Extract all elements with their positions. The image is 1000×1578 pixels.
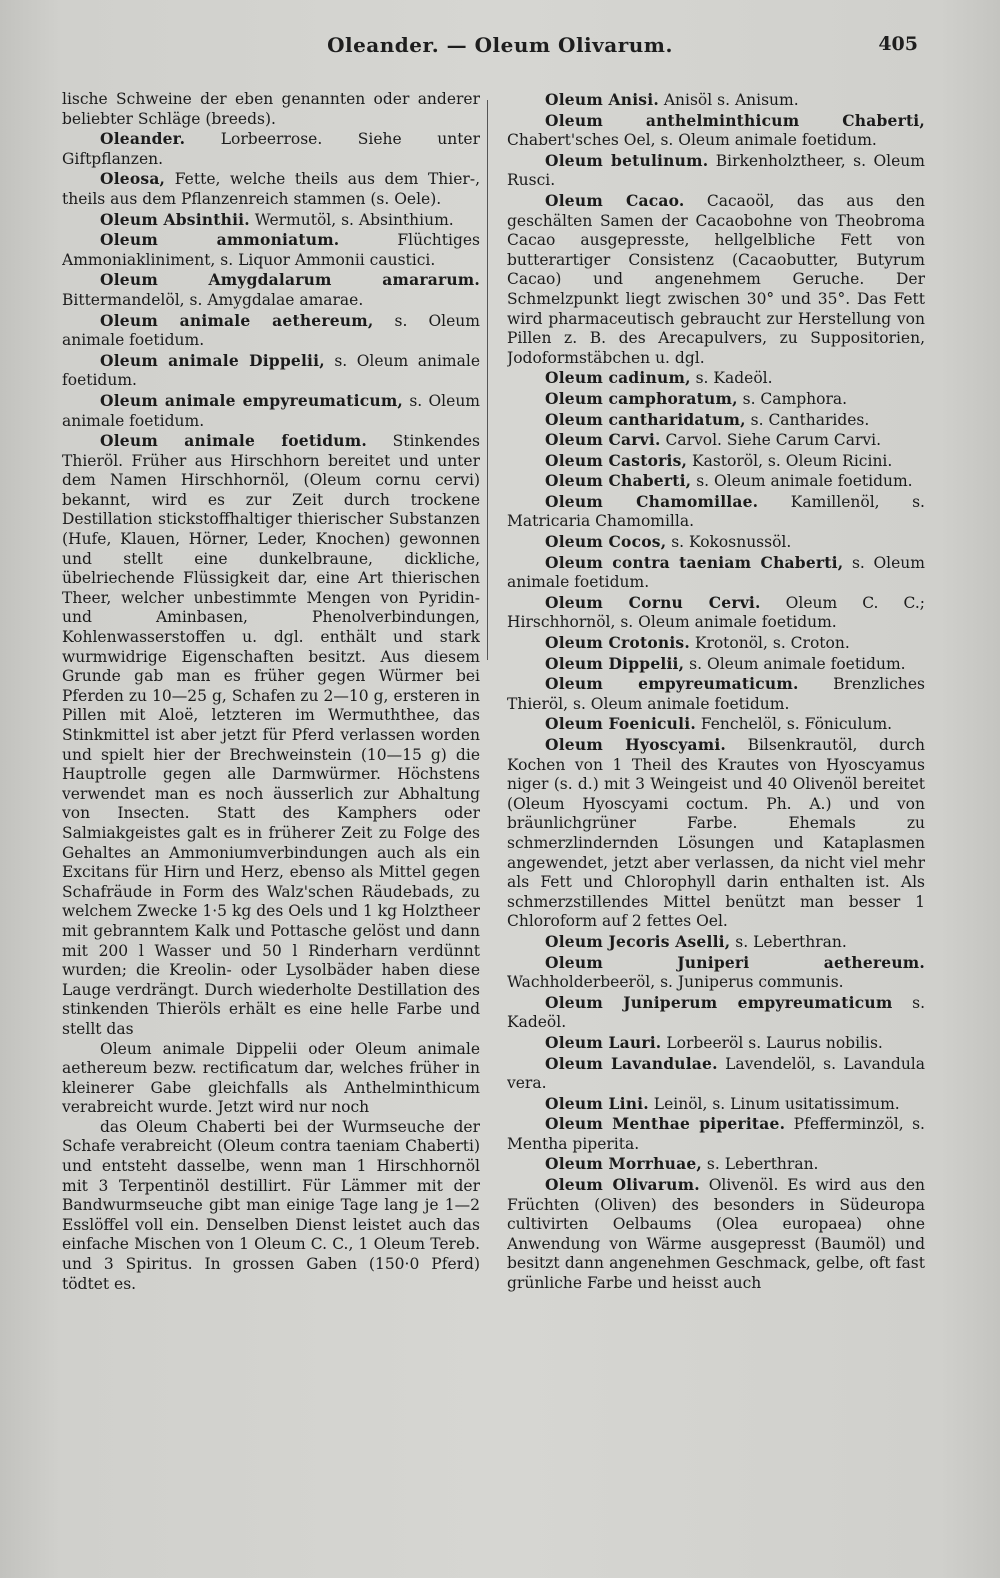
entry-headword: Oleum Crotonis. [545,633,690,653]
dictionary-entry [507,492,925,532]
entry-text: Leinöl, s. Linum usitatissimum. [648,1094,900,1113]
dictionary-entry [507,532,925,553]
entry-headword: Oleum Absinthii. [100,209,250,229]
dictionary-entry [507,993,925,1033]
entry-text: Fette, welche theils aus dem Thier-, theils aus dem Pflanzenreich stammen (s. Oele). [62,170,480,208]
dictionary-entry [507,1175,925,1294]
dictionary-entry [62,129,480,169]
dictionary-entry [62,311,480,351]
entry-text: s. Leberthran. [702,1155,819,1174]
entry-headword: Oleum animale foetidum. [100,431,367,451]
entry-headword: Oleander. [100,129,186,149]
dictionary-entry [507,953,925,993]
page-header [0,33,1000,63]
entry-headword: Oleum animale empyreumaticum, [100,390,404,410]
entry-text: s. Oleum animale foetidum. [62,391,480,430]
dictionary-entry [507,593,925,633]
entry-text: s. Kadeöl. [690,369,773,388]
dictionary-entry [507,111,925,151]
entry-text: Flüchtiges Ammoniakliniment, s. Liquor Ammonii caustici. [62,231,480,269]
entry-headword: Oleum Chaberti, [545,471,692,491]
entry-text: Cacaoöl, das aus den geschälten Samen der Cacaobohne von Theobroma Cacao ausgepresste, hellgelbliche Fett von butterartiger Consistenz (Cacaobutter, Butyrum Cacao) und angenehmem Geruche. Der Schmelzpunkt liegt zwischen 30° und 35°. Das Fett wird pharmaceutisch gebraucht zur Herstellung von Pillen z. B. des Arecapulvers, zu Suppositorien, Jodoformstäbchen u. dgl. [507,191,925,367]
entry-headword: Oleum Foeniculi. [545,714,696,734]
dictionary-entry [507,633,925,654]
dictionary-entry [507,654,925,675]
entry-text: Oleum C. C.; Hirschhornöl, s. Oleum animale foetidum. [507,593,925,632]
dictionary-entry [507,191,925,368]
entry-text: lische Schweine der eben genannten oder anderer beliebter Schläge (breeds). [62,90,480,128]
entry-text: s. Oleum animale foetidum. [691,472,913,491]
entry-text: Brenzliches Thieröl, s. Oleum animale foetidum. [507,675,925,713]
entry-text: das Oleum Chaberti bei der Wurmseuche der Schafe verabreicht (Oleum contra taeniam Chaberti) und entsteht dasselbe, wenn man 1 Hirschhornöl mit 3 Terpentinöl destillirt. Für Lämmer mit der Bandwurmseuche gibt man einige Tage lang je 1—2 Esslöffel voll ein. Denselben Dienst leistet auch das einfache Mischen von 1 Oleum C. C., 1 Oleum Tereb. und 3 Spiritus. In grossen Gaben (150·0 Pferd) tödtet es. [62,1117,480,1293]
entry-headword: Oleum Chamomillae. [545,491,759,511]
entry-text: s. Kadeöl. [507,993,925,1032]
entry-headword: Oleum Amygdalarum amararum. [100,270,480,290]
page-number: 405 [878,33,918,55]
entry-headword: Oleum Juniperum empyreumaticum [545,992,893,1012]
entry-text: s. Oleum animale foetidum. [62,351,480,390]
dictionary-entry [62,270,480,310]
entry-headword: Oleum Dippelii, [545,653,685,673]
dictionary-entry [507,1094,925,1115]
dictionary-entry [62,169,480,209]
entry-text: Kamillenöl, s. Matricaria Chamomilla. [507,492,925,531]
dictionary-entry [507,932,925,953]
entry-text: Wachholderbeeröl, s. Juniperus communis. [507,973,844,992]
dictionary-entry [507,1154,925,1175]
entry-headword: Oleum Menthae piperitae. [545,1114,786,1134]
dictionary-entry [507,410,925,431]
entry-text: Wermutöl, s. Absinthium. [249,210,454,229]
entry-text: Krotonöl, s. Croton. [689,634,850,653]
entry-headword: Oleum Cocos, [545,532,667,552]
entry-text: Bilsenkrautöl, durch Kochen von 1 Theil des Krautes von Hyoscyamus niger (s. d.) mit 3 Weingeist und 40 Olivenöl bereitet (Oleum Hyoscyami coctum. Ph. A.) und von bräunlichgrüner Farbe. Ehemals zu schmerzlindernden Lösungen und Kataplasmen angewendet, jetzt aber verlassen, da nicht viel mehr als Fett und Chlorophyll darin enthalten ist. Als schmerzstillendes Mittel benützt man besser 1 Chloroform auf 2 fettes Oel. [507,736,925,931]
entry-headword: Oleosa, [100,169,166,189]
entry-text: Fenchelöl, s. Föniculum. [695,715,893,734]
dictionary-entry [62,431,480,1039]
entry-headword: Oleum Morrhuae, [545,1154,702,1174]
entry-headword: Oleum Lini. [545,1093,649,1113]
entry-headword: Oleum Carvi. [545,430,661,450]
entry-text: s. Cantharides. [745,410,870,429]
entry-text: Pfefferminzöl, s. Mentha piperita. [507,1115,925,1153]
dictionary-entry [62,1040,480,1118]
entry-text: Lorbeeröl s. Laurus nobilis. [661,1033,883,1052]
entry-text: Birkenholztheer, s. Oleum Rusci. [507,151,925,190]
entry-headword: Oleum camphoratum, [545,388,738,408]
entry-text: Lavendelöl, s. Lavandula vera. [507,1054,925,1093]
dictionary-entry [62,1118,480,1294]
dictionary-entry [62,351,480,391]
entry-headword: Oleum cantharidatum, [545,409,746,429]
entry-headword: Oleum empyreumaticum. [545,674,799,694]
dictionary-entry [507,389,925,410]
dictionary-entry [507,90,925,111]
dictionary-entry [507,151,925,191]
dictionary-entry [507,1054,925,1094]
dictionary-entry [507,1114,925,1154]
dictionary-entry [507,714,925,735]
dictionary-entry [507,451,925,472]
entry-text: Anisöl s. Anisum. [658,91,799,109]
dictionary-entry [507,1033,925,1054]
right-column [507,90,925,1510]
entry-headword: Oleum Jecoris Aselli, [545,931,731,951]
dictionary-entry [62,391,480,431]
left-column [62,90,480,1510]
entry-headword: Oleum Lauri. [545,1032,662,1052]
dictionary-entry [507,430,925,451]
entry-text: s. Oleum animale foetidum. [507,553,925,592]
column-divider [487,100,488,660]
entry-headword: Oleum anthelminthicum Chaberti, [545,110,925,130]
entry-text: Kastoröl, s. Oleum Ricini. [687,451,893,470]
dictionary-entry [62,210,480,231]
entry-text: s. Leberthran. [730,932,847,951]
entry-text: s. Camphora. [737,389,848,408]
entry-headword: Oleum animale Dippelii, [100,350,325,370]
dictionary-entry [507,553,925,593]
entry-headword: Oleum Cacao. [545,190,685,210]
entry-headword: Oleum Cornu Cervi. [545,592,761,612]
running-head: Oleander. — Oleum Olivarum. [327,33,673,57]
dictionary-entry [62,90,480,129]
entry-text: Stinkendes Thieröl. Früher aus Hirschhorn bereitet und unter dem Namen Hirschhornöl, (Oleum cornu cervi) bekannt, wird es zur Zeit durch trockene Destillation stickstoffhaltiger thierischer Substanzen (Hufe, Klauen, Hörner, Leder, Knochen) gewonnen und stellt eine dunkelbraune, dickliche, übelriechende Flüssigkeit dar, eine Art thierischen Theer, welcher unbestimmte Mengen von Pyridin- und Aminbasen, Phenolverbindungen, Kohlenwasserstoffen u. dgl. enthält und stark wurmwidrige Eigenschaften besitzt. Aus diesem Grunde gab man es früher gegen Würmer bei Pferden zu 10—25 g, Schafen zu 2—10 g, ersteren in Pillen mit Aloë, letzteren im Wermuththee, das Stinkmittel ist aber jetzt für Pferd verlassen worden und spielt hier der Brechweinstein (10—15 g) die Hauptrolle gegen alle Darmwürmer. Höchstens verwendet man es noch äusserlich zur Abhaltung von Insecten. Statt des Kamphers oder Salmiakgeistes galt es in früherer Zeit zu Folge des Gehaltes an Ammoniumverbindungen auch als ein Excitans für Hirn und Herz, ebenso als Mittel gegen Schafräude in Form des Walz'schen Räudebads, zu welchem Zwecke 1·5 kg des Oels und 1 kg Holztheer mit gebranntem Kalk und Pottasche gelöst und dann mit 200 l Wasser und 50 l Rinderharn verdünnt wurden; die Kreolin- oder Lysolbäder haben diese Lauge verdrängt. Durch wiederholte Destillation des stinkenden Thieröls erhält es eine helle Farbe und stellt das [62,432,480,1038]
dictionary-entry [507,674,925,714]
entry-headword: Oleum Anisi. [545,90,659,109]
entry-text: Oleum animale Dippelii oder Oleum animale aethereum bezw. rectificatum dar, welches früher in kleinerer Gabe gleichfalls als Anthelminthicum verabreicht wurde. Jetzt wird nur noch [62,1039,480,1117]
dictionary-entry [507,368,925,389]
entry-headword: Oleum ammoniatum. [100,230,340,250]
entry-headword: Oleum contra taeniam Chaberti, [545,552,844,572]
entry-headword: Oleum cadinum, [545,368,691,388]
dictionary-entry [507,471,925,492]
dictionary-entry [62,230,480,270]
entry-headword: Oleum Juniperi aethereum. [545,952,925,972]
entry-headword: Oleum Lavandulae. [545,1053,718,1073]
entry-text: s. Oleum animale foetidum. [62,311,480,350]
entry-text: s. Oleum animale foetidum. [684,654,906,673]
entry-text: Bittermandelöl, s. Amygdalae amarae. [62,290,364,309]
entry-text: Lorbeerrose. Siehe unter Giftpflanzen. [62,130,480,168]
entry-headword: Oleum Olivarum. [545,1175,700,1195]
dictionary-entry [507,735,925,932]
entry-text: s. Kokosnussöl. [666,533,792,552]
entry-text: Olivenöl. Es wird aus den Früchten (Oliven) des besonders in Südeuropa cultivirten Oelbaums (Olea europaea) ohne Anwendung von Wärme ausgepresst (Baumöl) und besitzt dann angenehmen Geschmack, gelbe, oft fast grünliche Farbe und heisst auch [507,1176,925,1293]
entry-headword: Oleum Hyoscyami. [545,735,727,754]
entry-text: Chabert'sches Oel, s. Oleum animale foetidum. [507,131,877,150]
entry-headword: Oleum Castoris, [545,450,688,470]
entry-headword: Oleum betulinum. [545,150,709,170]
entry-headword: Oleum animale aethereum, [100,310,374,330]
entry-text: Carvol. Siehe Carum Carvi. [660,431,881,450]
